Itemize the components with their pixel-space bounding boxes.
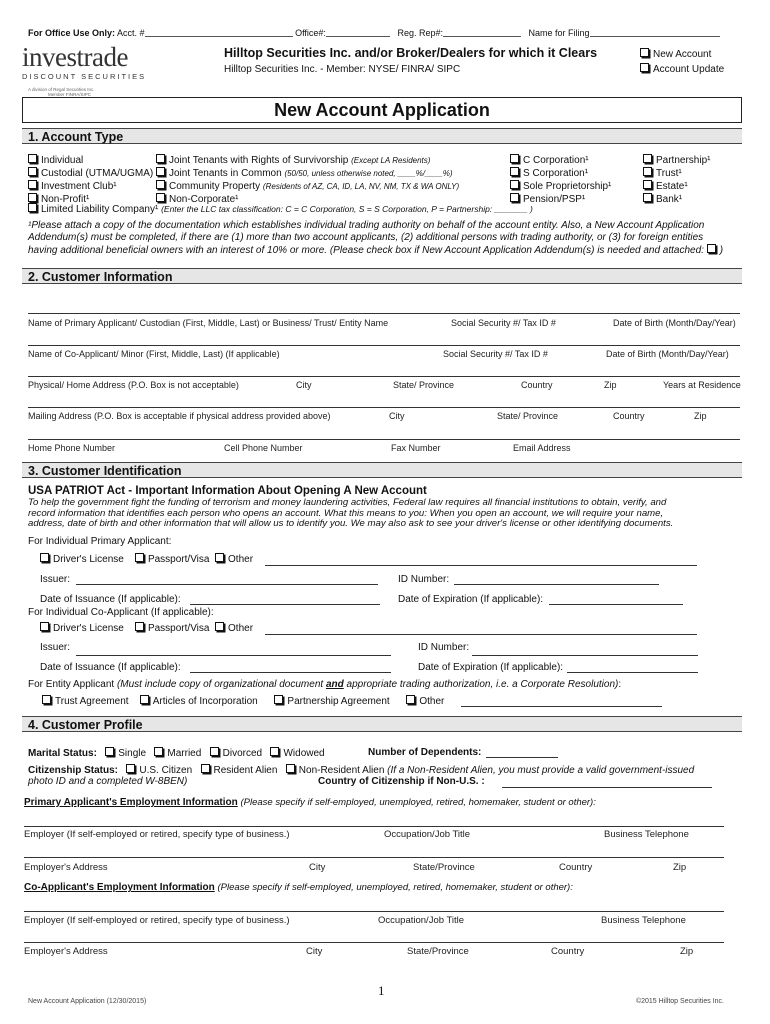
mailing-city-label: City <box>389 411 405 421</box>
mailing-zip-label: Zip <box>694 411 707 421</box>
marital-row <box>28 747 325 759</box>
mailing-state-label: State/ Province <box>497 411 559 421</box>
email-label: Email Address <box>513 443 571 453</box>
co-employer-address-label: Employer's Address <box>24 946 108 957</box>
primary-passport-option[interactable]: Passport/Visa <box>135 554 210 565</box>
section-customer-profile: 4. Customer Profile <box>22 716 742 732</box>
account-update-checkbox[interactable] <box>640 63 649 72</box>
logo <box>22 44 146 97</box>
primary-occupation-label: Occupation/Job Title <box>384 829 471 840</box>
primary-other-option[interactable]: Other <box>215 554 253 565</box>
name-for-filing-field[interactable] <box>590 36 720 37</box>
primary-business-phone-label: Business Telephone <box>604 829 689 840</box>
co-business-phone-label: Business Telephone <box>601 915 686 926</box>
primary-issuance-label: Date of Issuance (If applicable): <box>40 594 181 605</box>
co-applicant-dob-label: Date of Birth (Month/Day/Year) <box>606 349 729 359</box>
co-emp-city-label: City <box>306 946 323 957</box>
primary-id-number-label: ID Number: <box>398 574 450 585</box>
section-customer-identification: 3. Customer Identification <box>22 462 742 478</box>
opt-community-property[interactable]: Community Property (Residents of AZ, CA, ID, LA, NV, NM, TX & WA ONLY) <box>156 180 459 193</box>
opt-jt-survivorship[interactable]: Joint Tenants with Rights of Survivorship (Except LA Residents) <box>156 154 459 167</box>
footnote-line3: having additional beneficial owners with an interest of 10% or more. <box>28 245 328 256</box>
physical-state-label: State/ Province <box>393 380 455 390</box>
dependents-label: Number of Dependents: <box>368 747 482 758</box>
co-drivers-option[interactable]: Driver's License <box>40 623 124 634</box>
mailing-address-label: Mailing Address (P.O. Box is acceptable if physical address provided above) <box>28 411 331 421</box>
primary-employer-label: Employer (If self-employed or retired, specify type of business.) <box>24 829 290 840</box>
physical-zip-label: Zip <box>604 380 617 390</box>
primary-id-heading: For Individual Primary Applicant: <box>28 536 172 547</box>
account-update-option[interactable] <box>640 63 724 75</box>
office-label: Office#: <box>295 28 326 38</box>
opt-trust[interactable]: Trust¹ <box>643 167 710 180</box>
cell-phone-label: Cell Phone Number <box>224 443 303 453</box>
footer-right: ©2015 Hilltop Securities Inc. <box>635 998 724 1005</box>
page-number: 1 <box>378 983 385 998</box>
primary-dob-label: Date of Birth (Month/Day/Year) <box>613 318 736 328</box>
trust-agreement-option[interactable]: Trust Agreement <box>42 696 129 707</box>
office-field[interactable] <box>326 36 390 37</box>
co-expiration-label: Date of Expiration (If applicable): <box>418 662 564 673</box>
entity-doc-row <box>42 695 444 707</box>
co-id-type-row <box>40 622 253 634</box>
primary-emp-zip-label: Zip <box>673 862 687 873</box>
firm-title: Hilltop Securities Inc. and/or Broker/Dealers for which it Clears <box>224 46 598 60</box>
office-use-row <box>28 28 720 38</box>
co-id-number-label: ID Number: <box>418 642 470 653</box>
opt-non-profit[interactable]: Non-Profit¹ <box>28 193 153 206</box>
widowed-option[interactable]: Widowed <box>270 748 324 759</box>
primary-drivers-option[interactable]: Driver's License <box>40 554 124 565</box>
entity-id-heading: For Entity Applicant (Must include copy of organizational document and appropriate trading authorization, i.e. a Corporate Resolution): <box>28 679 622 690</box>
opt-individual[interactable]: Individual <box>28 154 153 167</box>
divorced-option[interactable]: Divorced <box>210 748 262 759</box>
opt-bank[interactable]: Bank¹ <box>643 193 710 206</box>
opt-investment-club[interactable]: Investment Club¹ <box>28 180 153 193</box>
primary-expiration-label: Date of Expiration (If applicable): <box>398 594 544 605</box>
opt-pension[interactable]: Pension/PSP¹ <box>510 193 611 206</box>
name-for-filing-label: Name for Filing <box>528 28 590 38</box>
co-emp-state-label: State/Province <box>407 946 469 957</box>
co-other-option[interactable]: Other <box>215 623 253 634</box>
mailing-country-label: Country <box>613 411 645 421</box>
opt-estate[interactable]: Estate¹ <box>643 180 710 193</box>
account-type-col1 <box>28 154 153 206</box>
primary-name-label: Name of Primary Applicant/ Custodian (First, Middle, Last) or Business/ Trust/ Entity Name <box>28 318 389 328</box>
primary-id-type-row <box>40 553 253 565</box>
marital-label: Marital Status: <box>28 748 97 759</box>
account-type-col2 <box>156 154 459 206</box>
opt-sole-prop[interactable]: Sole Proprietorship¹ <box>510 180 611 193</box>
nra-note: (If a Non-Resident Alien, you must provide a valid government-issued <box>387 765 695 776</box>
footnote-line1: ¹Please attach a copy of the documentation which establishes individual trading authority on behalf of the account entity. Also, a New Account Application <box>28 220 705 231</box>
non-resident-alien-option[interactable]: Non-Resident Alien <box>286 765 385 776</box>
articles-option[interactable]: Articles of Incorporation <box>140 696 258 707</box>
primary-ssn-label: Social Security #/ Tax ID # <box>451 318 556 328</box>
primary-emp-country-label: Country <box>559 862 593 873</box>
logo-name: investrade <box>22 42 128 72</box>
opt-s-corp[interactable]: S Corporation¹ <box>510 167 611 180</box>
home-phone-label: Home Phone Number <box>28 443 116 453</box>
account-type-footnote: ¹Please attach a copy of the documentation which establishes individual trading authority on behalf of the account entity. Also, a New Account Application Addendum(s) must be completed, if there are (1) more than two account applicants, (2) additional persons with trading authority, or (3) for foreign entities having additional beneficial owners with an interest of 10% or more. (Please check box if New Account Application Addendum(s) is needed and attached: ) <box>28 220 724 256</box>
us-citizen-option[interactable]: U.S. Citizen <box>126 765 192 776</box>
addendum-note: (Please check box if New Account Application Addendum(s) is needed and attached: <box>329 245 704 256</box>
reg-rep-label: Reg. Rep#: <box>397 28 443 38</box>
co-employer-label: Employer (If self-employed or retired, specify type of business.) <box>24 915 290 926</box>
opt-custodial[interactable]: Custodial (UTMA/UGMA) <box>28 167 153 180</box>
acct-label: Acct. # <box>117 28 145 38</box>
country-citizenship-label: Country of Citizenship if Non-U.S. : <box>318 776 485 787</box>
opt-non-corporate[interactable]: Non-Corporate¹ <box>156 193 459 206</box>
patriot-title: USA PATRIOT Act - Important Information About Opening A New Account <box>28 485 427 497</box>
physical-city-label: City <box>296 380 312 390</box>
citizenship-label: Citizenship Status: <box>28 765 119 776</box>
footnote-line2: Addendum(s) must be completed, if there are (1) more than two account applicants, (2) additional persons with trading authority, or (3) for foreign entities <box>28 232 704 243</box>
co-emp-zip-label: Zip <box>680 946 694 957</box>
resident-alien-option[interactable]: Resident Alien <box>201 765 278 776</box>
years-residence-label: Years at Residence <box>663 380 741 390</box>
primary-issuer-label: Issuer: <box>40 574 71 585</box>
reg-rep-field[interactable] <box>443 36 521 37</box>
citizenship-row <box>28 764 694 776</box>
new-account-option[interactable] <box>640 48 711 60</box>
logo-tag1: A division of Regal Securities Inc. <box>28 87 95 92</box>
footer-left: New Account Application (12/30/2015) <box>28 998 147 1005</box>
document-title: New Account Application <box>22 97 742 123</box>
nra-note-2: photo ID and a completed W-8BEN) <box>28 776 188 787</box>
single-option[interactable]: Single <box>105 748 146 759</box>
fax-label: Fax Number <box>391 443 441 453</box>
physical-country-label: Country <box>521 380 553 390</box>
logo-tag2: Member FINRA/SIPC <box>48 92 92 97</box>
logo-sub: DISCOUNT SECURITIES <box>22 72 147 81</box>
opt-jt-common[interactable]: Joint Tenants in Common (50/50, unless otherwise noted, ____%/____%) <box>156 167 459 180</box>
account-update-label: Account Update <box>653 64 725 75</box>
co-issuance-label: Date of Issuance (If applicable): <box>40 662 181 673</box>
primary-emp-city-label: City <box>309 862 326 873</box>
new-account-checkbox[interactable] <box>640 48 649 57</box>
opt-partnership[interactable]: Partnership¹ <box>643 154 710 167</box>
section-customer-information: 2. Customer Information <box>22 268 742 284</box>
co-emp-country-label: Country <box>551 946 585 957</box>
co-occupation-label: Occupation/Job Title <box>378 915 465 926</box>
patriot-text: To help the government fight the funding of terrorism and money laundering activities, Federal law requires all financial institutions to obtain, verify, and record information that identifies each person who opens an account. What this means to you: When you open an account, we will require your name, address, date of birth and other information that will allow us to identify you. We may also ask to see your driver's license or other identifying documents. <box>28 497 674 529</box>
co-applicant-ssn-label: Social Security #/ Tax ID # <box>443 349 548 359</box>
married-option[interactable]: Married <box>154 748 201 759</box>
addendum-checkbox[interactable] <box>707 244 716 253</box>
co-applicant-id-heading: For Individual Co-Applicant (If applicable): <box>28 607 214 618</box>
office-use-label: For Office Use Only: <box>28 28 116 38</box>
entity-other-option[interactable]: Other <box>406 696 444 707</box>
co-issuer-label: Issuer: <box>40 642 71 653</box>
account-type-col4 <box>643 154 710 206</box>
new-account-label: New Account <box>653 49 712 60</box>
section-account-type: 1. Account Type <box>22 128 742 144</box>
co-applicant-name-label: Name of Co-Applicant/ Minor (First, Middle, Last) (If applicable) <box>28 349 280 359</box>
primary-employment-heading: Primary Applicant's Employment Information (Please specify if self-employed, unemployed, retired, homemaker, student or other): <box>24 797 596 808</box>
primary-employer-address-label: Employer's Address <box>24 862 108 873</box>
co-passport-option[interactable]: Passport/Visa <box>135 623 210 634</box>
account-type-col3 <box>510 154 611 206</box>
firm-subtitle: Hilltop Securities Inc. - Member: NYSE/ FINRA/ SIPC <box>224 64 461 75</box>
opt-llc[interactable]: Limited Liability Company¹ (Enter the LLC tax classification: C = C Corporation, S = S Corporation, P = Partnership: _______ ) <box>28 203 533 215</box>
acct-field[interactable] <box>145 36 293 37</box>
co-employment-heading: Co-Applicant's Employment Information (Please specify if self-employed, unemployed, retired, homemaker, student or other): <box>24 882 573 893</box>
primary-emp-state-label: State/Province <box>413 862 475 873</box>
opt-c-corp[interactable]: C Corporation¹ <box>510 154 611 167</box>
partnership-agreement-option[interactable]: Partnership Agreement <box>274 696 389 707</box>
physical-address-label: Physical/ Home Address (P.O. Box is not acceptable) <box>28 380 239 390</box>
